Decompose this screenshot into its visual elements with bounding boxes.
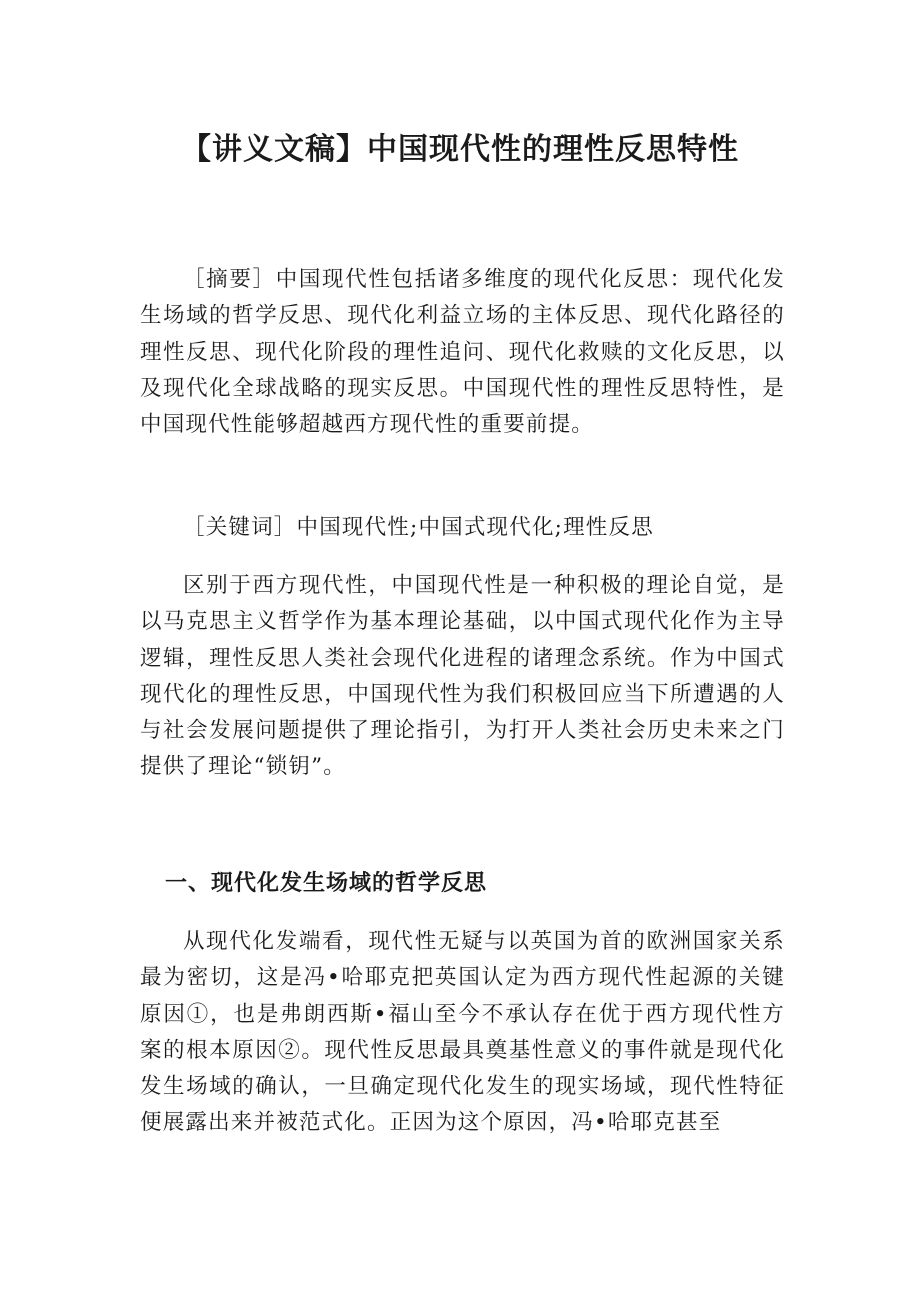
keywords-paragraph: ［关键词］中国现代性;中国式现代化;理性反思	[183, 515, 654, 540]
intro-paragraph: 区别于西方现代性，中国现代性是一种积极的理论自觉，是以马克思主义哲学作为基本理论基础，以中国式现代化作为主导逻辑，理性反思人类社会现代化进程的诸理念系统。作为中国式现代化的理性反思，中国现代性为我们积极回应当下所遭遇的人与社会发展问题提供了理论指引，为打开人类社会历史未来之门提供了理论“锁钥”。	[140, 573, 785, 780]
section-1-paragraph: 从现代化发端看，现代性无疑与以英国为首的欧洲国家关系最为密切，这是冯•哈耶克把英国认定为西方现代性起源的关键原因①，也是弗朗西斯•福山至今不承认存在优于西方现代性方案的根本原因②。现代性反思最具奠基性意义的事件就是现代化发生场域的确认，一旦确定现代化发生的现实场域，现代性特征便展露出来并被范式化。正因为这个原因，冯•哈耶克甚至	[140, 929, 785, 1136]
document-title: 【讲义文稿】中国现代性的理性反思特性	[181, 132, 739, 167]
abstract-paragraph: ［摘要］中国现代性包括诸多维度的现代化反思：现代化发生场域的哲学反思、现代化利益立场的主体反思、现代化路径的理性反思、现代化阶段的理性追问、现代化救赎的文化反思，以及现代化全球战略的现实反思。中国现代性的理性反思特性，是中国现代性能够超越西方现代性的重要前提。	[140, 267, 785, 438]
section-1-heading: 一、现代化发生场域的哲学反思	[165, 871, 488, 896]
